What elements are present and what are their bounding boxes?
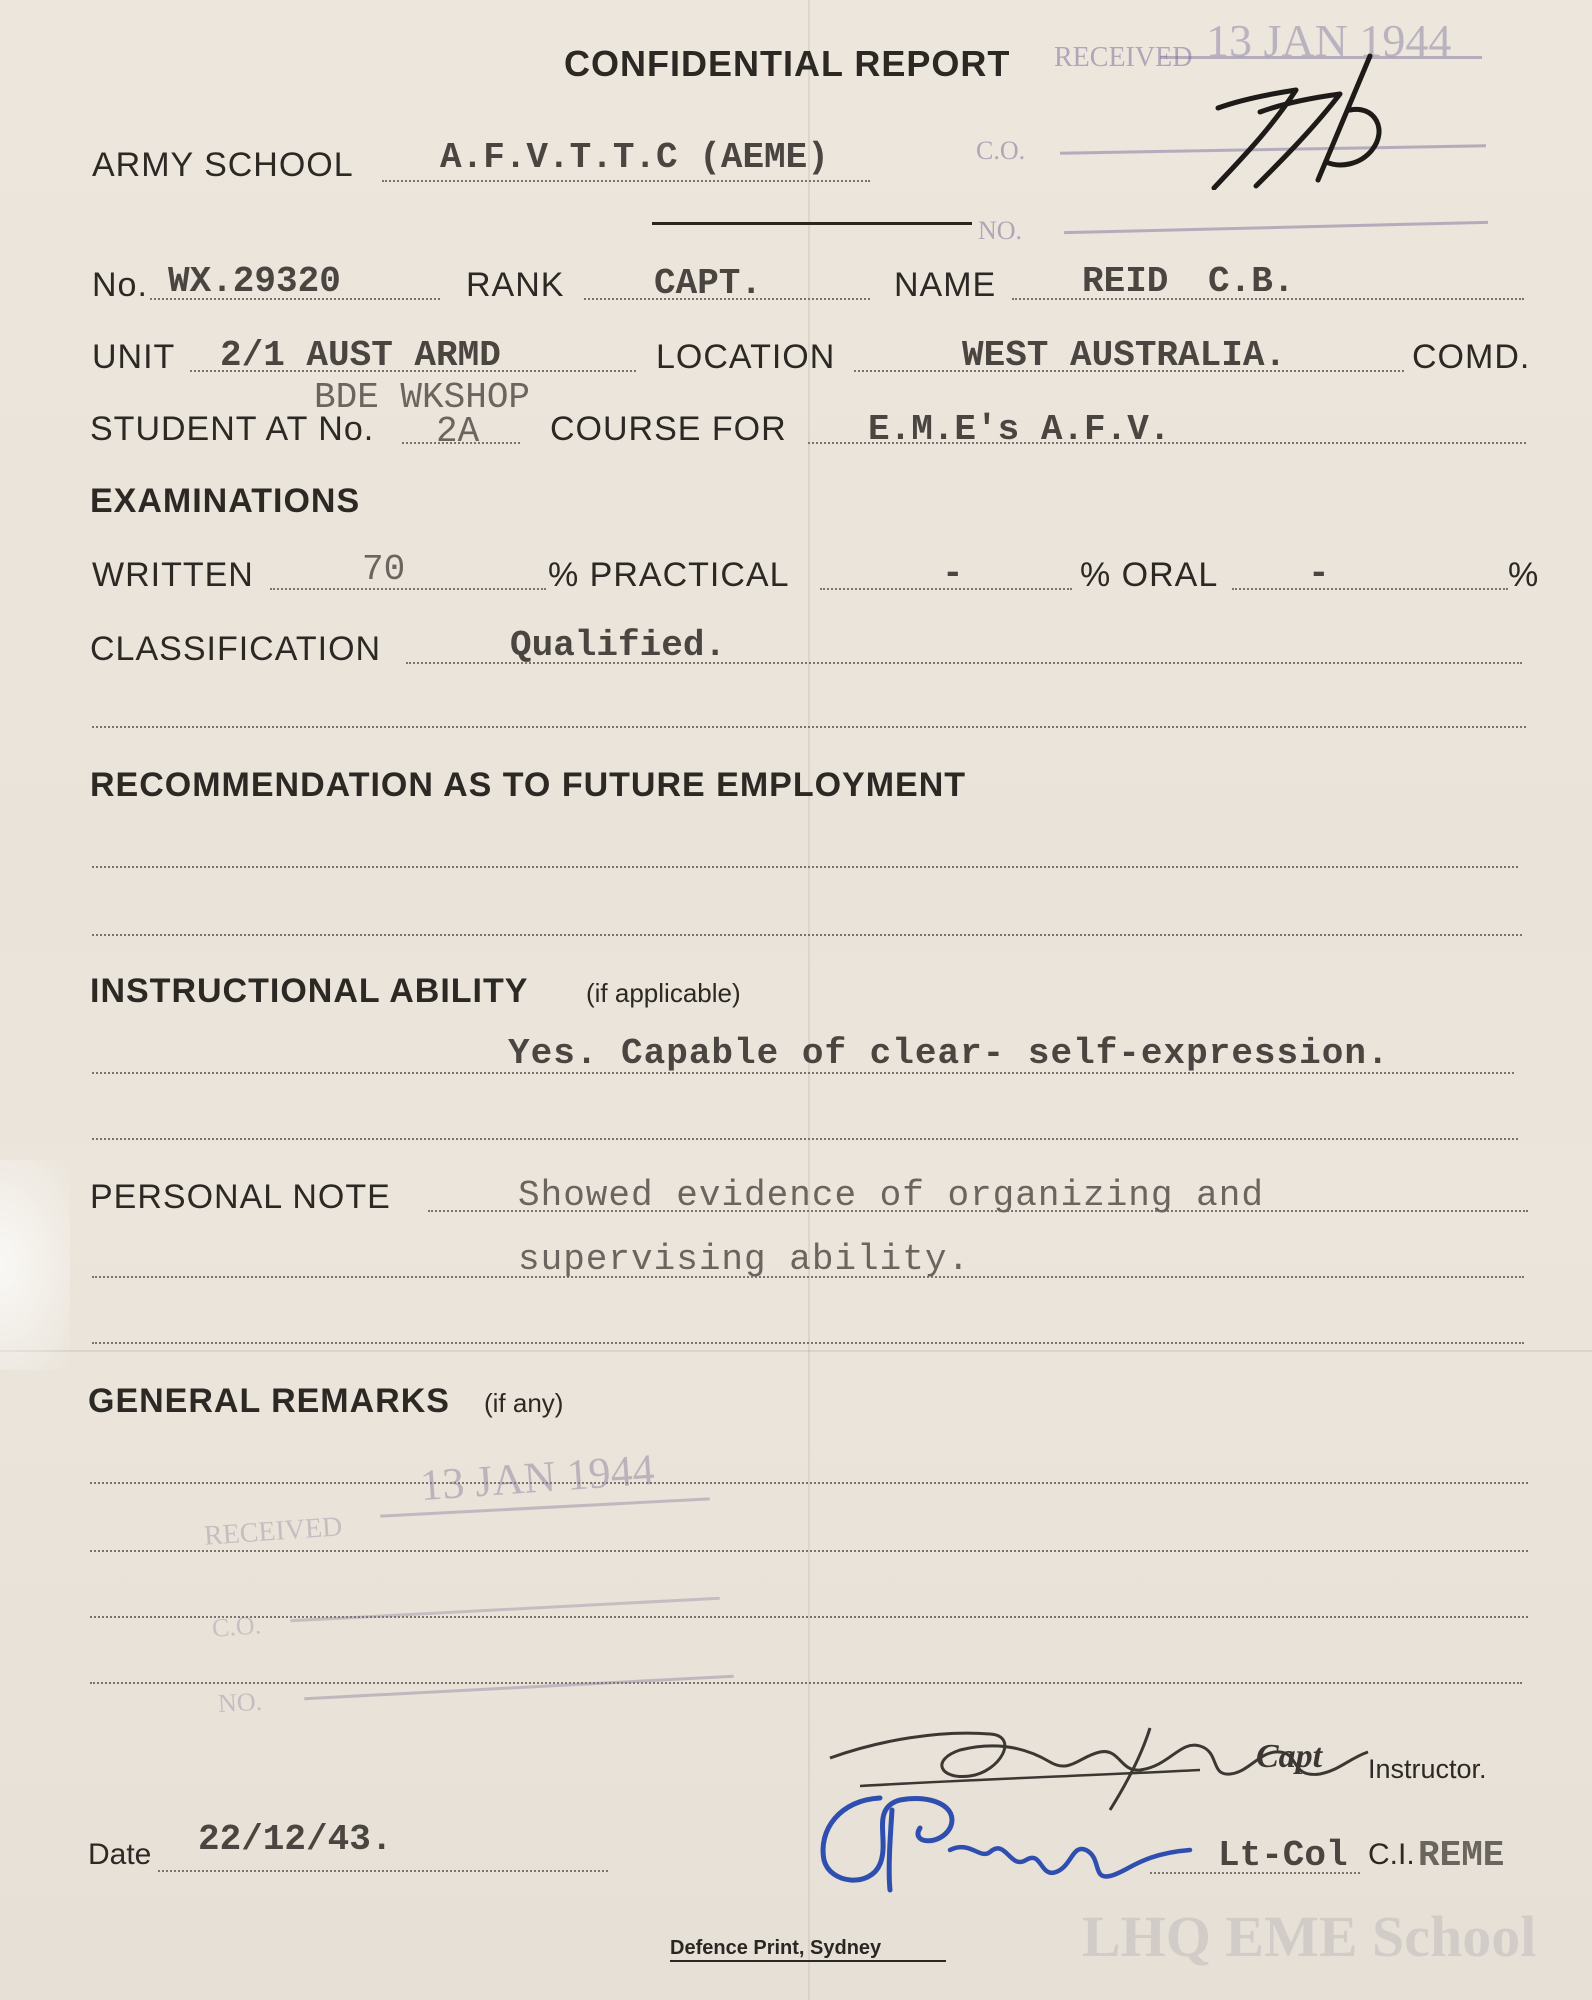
classification-value: Qualified. [510,625,727,666]
student-value: 2A [436,411,480,452]
course-label: COURSE FOR [550,410,787,448]
stamp-no-bottom: NO. [217,1686,263,1719]
general-remarks-line-4 [90,1682,1522,1684]
personal-note-value-line2: supervising ability. [518,1239,971,1280]
printer-imprint: Defence Print, Sydney [670,1937,882,1959]
stamp-line-top-3 [1064,221,1488,234]
practical-label: % PRACTICAL [548,556,790,594]
oral-line [1232,588,1508,590]
instructor-title-handwritten: Capt [1256,1738,1323,1775]
instructor-label: Instructor. [1368,1754,1487,1784]
army-school-line [382,180,870,182]
instructional-value: Yes. Capable of clear- self-expression. [508,1033,1390,1074]
written-label: WRITTEN [92,556,254,594]
date-line [158,1870,608,1872]
fold-crease-vertical [808,0,810,2000]
date-value: 22/12/43. [198,1819,393,1860]
instructional-heading: INSTRUCTIONAL ABILITY [90,972,529,1010]
personal-note-value-line1: Showed evidence of organizing and [518,1175,1264,1216]
name-label: NAME [894,266,997,304]
oral-value: - [1308,553,1330,594]
stamp-line-bottom-3 [304,1675,734,1701]
instructional-line-2 [92,1138,1518,1140]
printer-underline [670,1960,946,1962]
stamp-no-top: NO. [978,216,1023,245]
army-school-label: ARMY SCHOOL [92,146,354,184]
stamp-co-bottom: C.O. [211,1610,263,1643]
percent-sign: % [1508,556,1540,594]
instructional-qualifier: (if applicable) [586,978,741,1008]
recommendation-heading: RECOMMENDATION AS TO FUTURE EMPLOYMENT [90,766,967,804]
rank-label: RANK [466,266,565,304]
chief-instructor-signature [810,1780,1210,1900]
stamp-line-bottom-2 [290,1597,720,1623]
paper-glare [0,1160,70,1370]
general-remarks-line-2 [90,1550,1528,1552]
location-label: LOCATION [656,338,836,376]
course-value: E.M.E's A.F.V. [868,409,1171,450]
header-divider [652,222,972,225]
comd-label: COMD. [1412,338,1531,376]
written-value: 70 [362,549,406,590]
rank-value: CAPT. [654,263,763,304]
service-number-value: WX.29320 [168,261,341,302]
written-line [270,588,546,590]
general-remarks-qualifier: (if any) [484,1388,564,1418]
fold-crease-horizontal [0,1350,1592,1352]
personal-note-label: PERSONAL NOTE [90,1178,391,1216]
examinations-heading: EXAMINATIONS [90,482,361,520]
classification-label: CLASSIFICATION [90,630,382,668]
unit-value-line1: 2/1 AUST ARMD [220,335,501,376]
oral-label: % ORAL [1080,556,1219,594]
classification-line-2 [92,726,1526,728]
unit-value-line2: BDE WKSHOP [314,377,531,418]
handwritten-reference-mark [1200,50,1390,190]
general-remarks-heading: GENERAL REMARKS [88,1382,450,1420]
ci-rank: Lt-Col [1218,1835,1348,1876]
page-title: CONFIDENTIAL REPORT [564,43,1011,84]
no-label: No. [92,266,148,304]
army-school-value: A.F.V.T.T.C (AEME) [440,137,829,178]
stamp-received-top: RECEIVED [1054,42,1193,73]
location-value: WEST AUSTRALIA. [962,335,1287,376]
stamp-co-top: C.O. [976,136,1026,165]
student-label: STUDENT AT No. [90,410,375,448]
ci-label: C.I. [1368,1838,1415,1871]
stamp-date-bottom: 13 JAN 1944 [418,1444,657,1511]
practical-value: - [942,553,964,594]
date-label: Date [88,1838,152,1871]
unit-label: UNIT [92,338,176,376]
name-value: REID C.B. [1082,261,1295,302]
recommendation-line-2 [92,934,1522,936]
recommendation-line-1 [92,866,1518,868]
general-remarks-line-1 [90,1482,1528,1484]
personal-note-line-3 [92,1342,1524,1344]
stamp-received-bottom: RECEIVED [203,1511,344,1552]
school-watermark-stamp: LHQ EME School [1082,1904,1537,1969]
ci-corps: REME [1418,1835,1505,1876]
stamp-date-top: 13 JAN 1944 [1206,15,1452,66]
